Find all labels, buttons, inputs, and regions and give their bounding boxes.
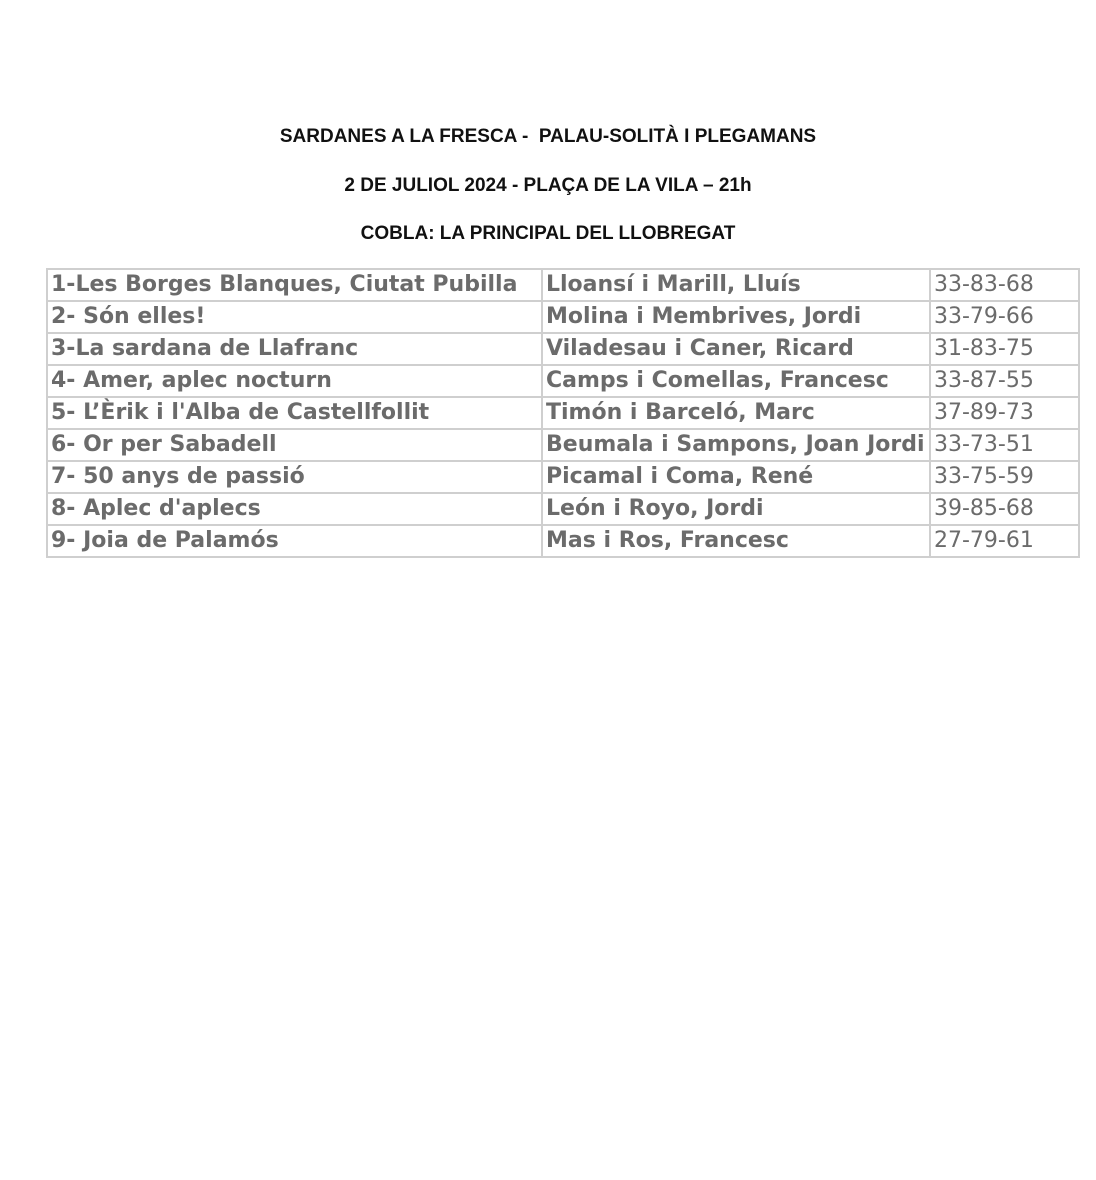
table-row xyxy=(47,301,1079,333)
composer-name: Lloansí i Marill, Lluís xyxy=(542,269,930,301)
table-row xyxy=(47,461,1079,493)
sardana-title: 7- 50 anys de passió xyxy=(47,461,542,493)
sardana-code: 39-85-68 xyxy=(930,493,1079,525)
sardana-title: 6- Or per Sabadell xyxy=(47,429,542,461)
sardana-title: 3-La sardana de Llafranc xyxy=(47,333,542,365)
event-date-place: 2 DE JULIOL 2024 - PLAÇA DE LA VILA – 21h xyxy=(344,175,752,196)
table-row xyxy=(47,429,1079,461)
sardana-title: 2- Són elles! xyxy=(47,301,542,333)
sardana-code: 31-83-75 xyxy=(930,333,1079,365)
table-row xyxy=(47,365,1079,397)
sardana-title: 1-Les Borges Blanques, Ciutat Pubilla xyxy=(47,269,542,301)
sardana-title: 9- Joia de Palamós xyxy=(47,525,542,557)
sardana-title: 5- L’Èrik i l'Alba de Castellfollit xyxy=(47,397,542,429)
table-row xyxy=(47,269,1079,301)
table-row xyxy=(47,333,1079,365)
table-row xyxy=(47,493,1079,525)
composer-name: León i Royo, Jordi xyxy=(542,493,930,525)
composer-name: Beumala i Sampons, Joan Jordi xyxy=(542,429,930,461)
sardana-code: 33-75-59 xyxy=(930,461,1079,493)
composer-name: Picamal i Coma, René xyxy=(542,461,930,493)
sardana-title: 8- Aplec d'aplecs xyxy=(47,493,542,525)
composer-name: Molina i Membrives, Jordi xyxy=(542,301,930,333)
sardana-code: 33-79-66 xyxy=(930,301,1079,333)
program-table xyxy=(46,268,1080,558)
event-title: SARDANES A LA FRESCA - PALAU-SOLITÀ I PLEGAMANS xyxy=(279,126,817,147)
sardana-code: 33-73-51 xyxy=(930,429,1079,461)
composer-name: Timón i Barceló, Marc xyxy=(542,397,930,429)
sardana-code: 33-83-68 xyxy=(930,269,1079,301)
sardana-code: 27-79-61 xyxy=(930,525,1079,557)
composer-name: Camps i Comellas, Francesc xyxy=(542,365,930,397)
sardana-code: 37-89-73 xyxy=(930,397,1079,429)
composer-name: Viladesau i Caner, Ricard xyxy=(542,333,930,365)
composer-name: Mas i Ros, Francesc xyxy=(542,525,930,557)
sardana-title: 4- Amer, aplec nocturn xyxy=(47,365,542,397)
table-row xyxy=(47,525,1079,557)
sardana-code: 33-87-55 xyxy=(930,365,1079,397)
table-row xyxy=(47,397,1079,429)
cobla-name: COBLA: LA PRINCIPAL DEL LLOBREGAT xyxy=(360,223,736,244)
